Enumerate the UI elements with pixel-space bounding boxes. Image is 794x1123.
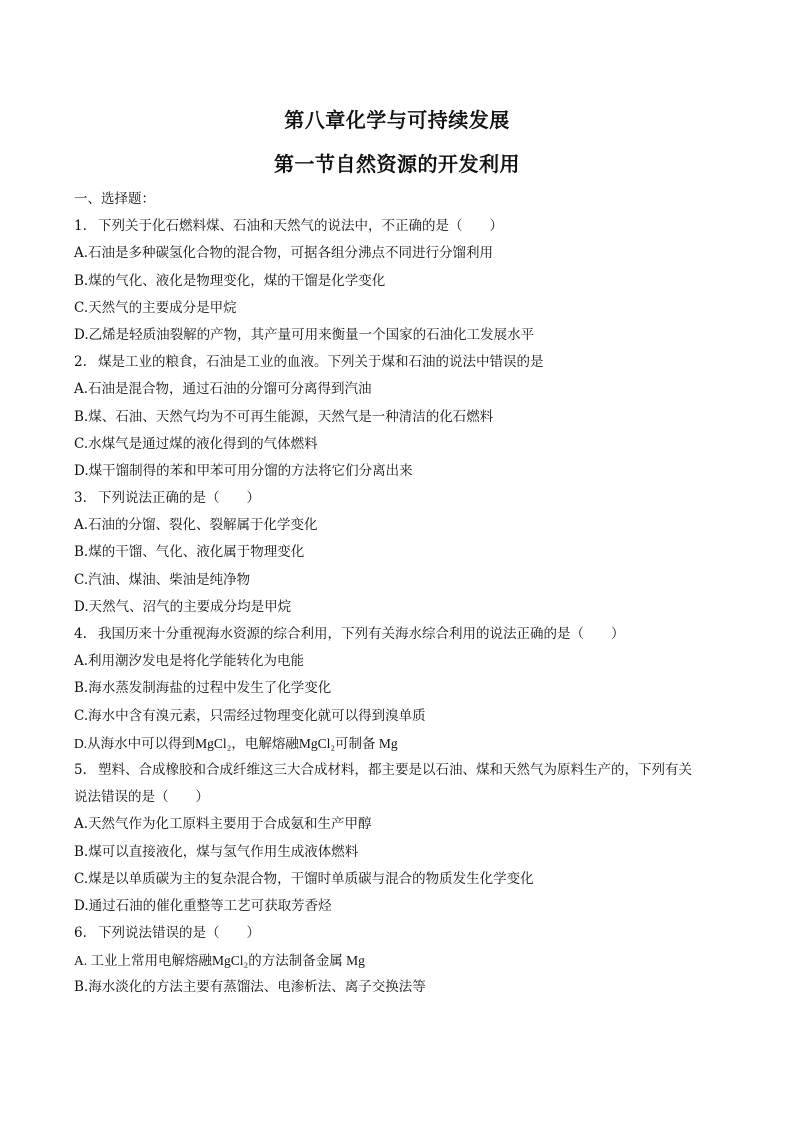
option-item: B.海水蒸发制海盐的过程中发生了化学变化 bbox=[74, 680, 332, 697]
question-text: 下列说法正确的是（ ） bbox=[98, 490, 260, 507]
option-item: B.煤、石油、天然气均为不可再生能源，天然气是一种清洁的化石燃料 bbox=[74, 408, 494, 425]
question-number: 4. bbox=[74, 626, 87, 642]
option-item: B.海水淡化的方法主要有蒸馏法、电渗析法、离子交换法等 bbox=[74, 979, 426, 996]
option-item: C.煤是以单质碳为主的复杂混合物，干馏时单质碳与混合的物质发生化学变化 bbox=[74, 870, 534, 887]
option-item: A.利用潮汐发电是将化学能转化为电能 bbox=[74, 653, 305, 670]
question-number: 5. bbox=[74, 761, 87, 778]
option-item: D.煤干馏制得的苯和甲苯可用分馏的方法将它们分离出来 bbox=[74, 462, 413, 479]
question-text: 下列说法错误的是（ ） bbox=[98, 925, 260, 942]
question-number: 3. bbox=[74, 490, 87, 507]
chapter-title: 第八章化学与可持续发展 bbox=[284, 108, 510, 132]
option-item: A.天然气作为化工原料主要用于合成氨和生产甲醇 bbox=[74, 816, 372, 833]
section-title: 第一节自然资源的开发利用 bbox=[274, 152, 520, 176]
option-item: B.煤的气化、液化是物理变化，煤的干馏是化学变化 bbox=[74, 272, 386, 289]
question-text: 下列关于化石燃料煤、石油和天然气的说法中，不正确的是（ ） bbox=[98, 218, 503, 235]
option-item: A.石油是多种碳氢化合物的混合物，可据各组分沸点不同进行分馏利用 bbox=[74, 245, 494, 262]
question-stem bbox=[74, 213, 754, 240]
option-item: B.煤可以直接液化，煤与氢气作用生成液体燃料 bbox=[74, 843, 359, 860]
question-number: 1. bbox=[74, 218, 87, 235]
question-text: 塑料、合成橡胶和合成纤维这三大合成材料，都主要是以石油、煤和天然气为原料生产的，下列有关 bbox=[98, 761, 692, 778]
option-item: A.石油的分馏、裂化、裂解属于化学变化 bbox=[74, 517, 318, 534]
section-heading: 一、选择题： bbox=[74, 191, 155, 207]
option-item: D.天然气、沼气的主要成分均是甲烷 bbox=[74, 598, 292, 615]
question-text: 煤是工业的粮食，石油是工业的血液。下列关于煤和石油的说法中错误的是 bbox=[98, 354, 544, 371]
option-item: C.汽油、煤油、柴油是纯净物 bbox=[74, 571, 251, 588]
question-text: 我国历来十分重视海水资源的综合利用，下列有关海水综合利用的说法正确的是（ ） bbox=[98, 626, 625, 642]
option-item: B.煤的干馏、气化、液化属于物理变化 bbox=[74, 544, 305, 561]
option-item: D.从海水中可以得到MgCl₂，电解熔融MgCl₂可制备 Mg bbox=[74, 735, 398, 751]
question-list bbox=[74, 186, 754, 1002]
question-text-continued: 说法错误的是（ ） bbox=[74, 789, 209, 806]
question-number: 2. bbox=[74, 354, 87, 371]
option-item: D.通过石油的催化重整等工艺可获取芳香烃 bbox=[74, 897, 332, 914]
option-item: A. 工业上常用电解熔融MgCl₂的方法制备金属 Mg bbox=[74, 953, 365, 969]
question-number: 6. bbox=[74, 925, 87, 942]
option-item: A.石油是混合物，通过石油的分馏可分离得到汽油 bbox=[74, 381, 372, 398]
question-stem bbox=[74, 920, 754, 947]
question-stem bbox=[74, 485, 754, 512]
option-item: D.乙烯是轻质油裂解的产物，其产量可用来衡量一个国家的石油化工发展水平 bbox=[74, 326, 535, 343]
option-item: C.天然气的主要成分是甲烷 bbox=[74, 299, 237, 316]
question-stem bbox=[74, 757, 754, 784]
question-stem bbox=[74, 621, 754, 648]
question-stem bbox=[74, 349, 754, 376]
option-item: C.海水中含有溴元素，只需经过物理变化就可以得到溴单质 bbox=[74, 707, 426, 724]
option-item: C.水煤气是通过煤的液化得到的气体燃料 bbox=[74, 435, 318, 452]
